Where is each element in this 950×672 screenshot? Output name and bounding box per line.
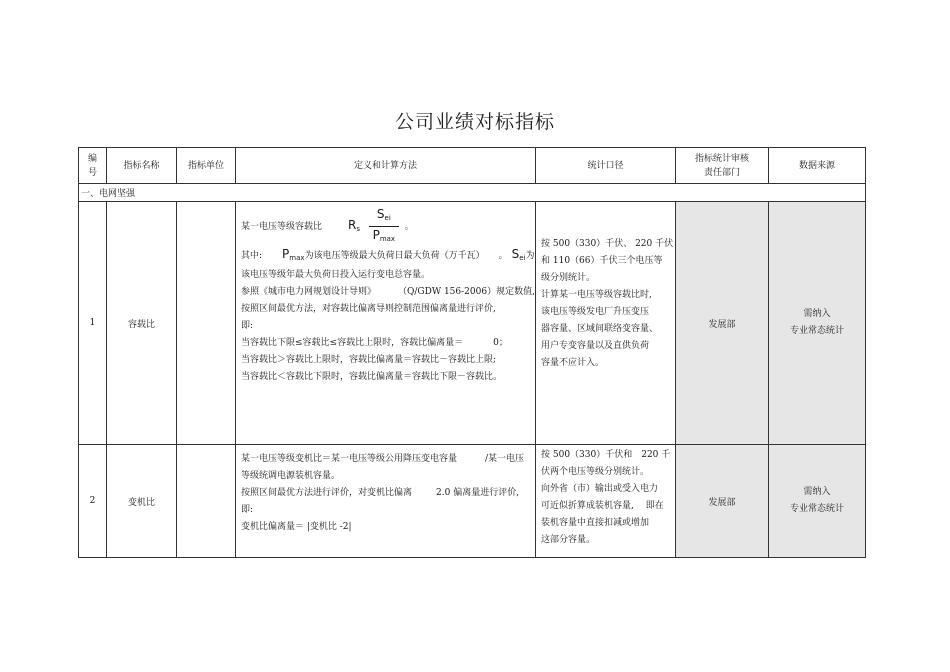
header-dept xyxy=(676,148,769,184)
scope-line: 按 500（330）千伏、 220 千伏 xyxy=(541,239,674,249)
header-name: 指标名称 xyxy=(107,148,177,184)
formula-denominator: P xyxy=(372,228,380,242)
def-line-9: 当容载比＜容载比下限时，容载比偏离量＝容载比下限－容载比。 xyxy=(241,372,503,382)
row-source: 需纳入 专业常态统计 xyxy=(769,445,866,558)
row-name: 容载比 xyxy=(107,202,177,445)
formula-numerator-sub: ei xyxy=(384,214,391,222)
formula-end: 。 xyxy=(404,222,414,232)
indicator-table xyxy=(78,147,866,558)
def-formula-line xyxy=(241,206,531,244)
scope-line: 向外省（市）输出或受入电力 xyxy=(541,484,659,494)
header-dept-line1: 指标统计审核 xyxy=(694,153,749,164)
scope-line: 该电压等级发电厂升压变压 xyxy=(541,307,650,317)
row-definition xyxy=(236,202,536,445)
scope-line: 用户专变容量以及直供负荷 xyxy=(541,341,650,351)
def-formula-text: 某一电压等级容载比 xyxy=(241,222,323,232)
scope-line: 按 500（330）千伏和 220 千 xyxy=(541,450,671,460)
header-no-line2: 号 xyxy=(87,167,97,178)
sei-symbol: S xyxy=(511,247,520,261)
header-dept-line2: 责任部门 xyxy=(703,167,740,178)
def-line-2: 其中: $P_{max}$为该电压等级最大负荷日最大负荷（万千瓦） 。 $S_{ei}$为 xyxy=(241,247,535,262)
scope-line: 和 110（66）千伏三个电压等 xyxy=(541,256,663,266)
formula-fraction xyxy=(369,207,399,246)
header-scope: 统计口径 xyxy=(536,148,676,184)
def-line-4: 参照《城市电力网规划设计导则》 （Q/GDW 156-2006）规定数值, xyxy=(241,287,535,297)
row-no: 1 xyxy=(79,202,107,445)
header-def: 定义和计算方法 xyxy=(236,148,536,184)
scope-line: 级分别统计。 xyxy=(541,273,596,283)
formula-r: R xyxy=(348,218,357,232)
row-definition xyxy=(236,445,536,558)
formula-denominator-sub: max xyxy=(379,235,396,243)
row-scope xyxy=(536,445,676,558)
header-row xyxy=(79,148,866,184)
section-row xyxy=(79,184,866,202)
scope-line: 这部分容量。 xyxy=(541,535,596,545)
table-row xyxy=(79,202,866,445)
pmax-symbol: P xyxy=(282,247,290,261)
def-line-8: 当容载比＞容载比上限时，容载比偏离量＝容载比－容载比上限; xyxy=(241,355,497,365)
def-line-5: 按照区间最优方法，对容载比偏离导则控制范围偏离量进行评价, xyxy=(241,304,496,314)
def-line-7: 当容载比下限≤容载比≤容载比上限时，容载比偏离量＝ 0； xyxy=(241,338,508,348)
table-row xyxy=(79,445,866,558)
row-dept: 发展部 xyxy=(676,445,769,558)
scope-line: 可近似折算成装机容量, 即在 xyxy=(541,501,664,511)
def-line-5: 变机比偏离量＝ |变机比 -2| xyxy=(241,522,352,532)
header-source: 数据来源 xyxy=(769,148,866,184)
scope-line: 装机容量中直接扣减或增加 xyxy=(541,518,650,528)
header-no xyxy=(79,148,107,184)
row-no: 2 xyxy=(79,445,107,558)
header-unit: 指标单位 xyxy=(177,148,236,184)
scope-line: 器容量、区域间联络变容量、 xyxy=(541,324,659,334)
def-line-3: 该电压等级年最大负荷日投入运行变电总容量。 xyxy=(241,270,431,280)
def-line-4: 即: xyxy=(241,505,254,515)
section-title: 一、电网坚强 xyxy=(79,184,866,202)
scope-line: 伏两个电压等级分别统计。 xyxy=(541,467,650,477)
scope-line: 容量不应计入。 xyxy=(541,358,605,368)
row-scope xyxy=(536,202,676,445)
row-source: 需纳入 专业常态统计 xyxy=(769,202,866,445)
page-title: 公司业绩对标指标 xyxy=(394,111,555,133)
def-line-3: 按照区间最优方法进行评价，对变机比偏离 2.0 偏离量进行评价, xyxy=(241,488,520,498)
def-line-1: 某一电压等级变机比＝某一电压等级公用降压变电容量 /某一电压 xyxy=(241,454,525,464)
def-line-6: 即: xyxy=(241,321,254,331)
scope-line: 计算某一电压等级容载比时, xyxy=(541,290,652,300)
def-line-2: 等级统调电源装机容量。 xyxy=(241,471,341,481)
row-dept: 发展部 xyxy=(676,202,769,445)
formula-r-sub: s xyxy=(356,225,361,233)
formula-numerator: S xyxy=(376,207,385,221)
header-no-line1: 编 xyxy=(87,153,97,164)
row-unit xyxy=(177,202,236,445)
row-name: 变机比 xyxy=(107,445,177,558)
row-unit xyxy=(177,445,236,558)
